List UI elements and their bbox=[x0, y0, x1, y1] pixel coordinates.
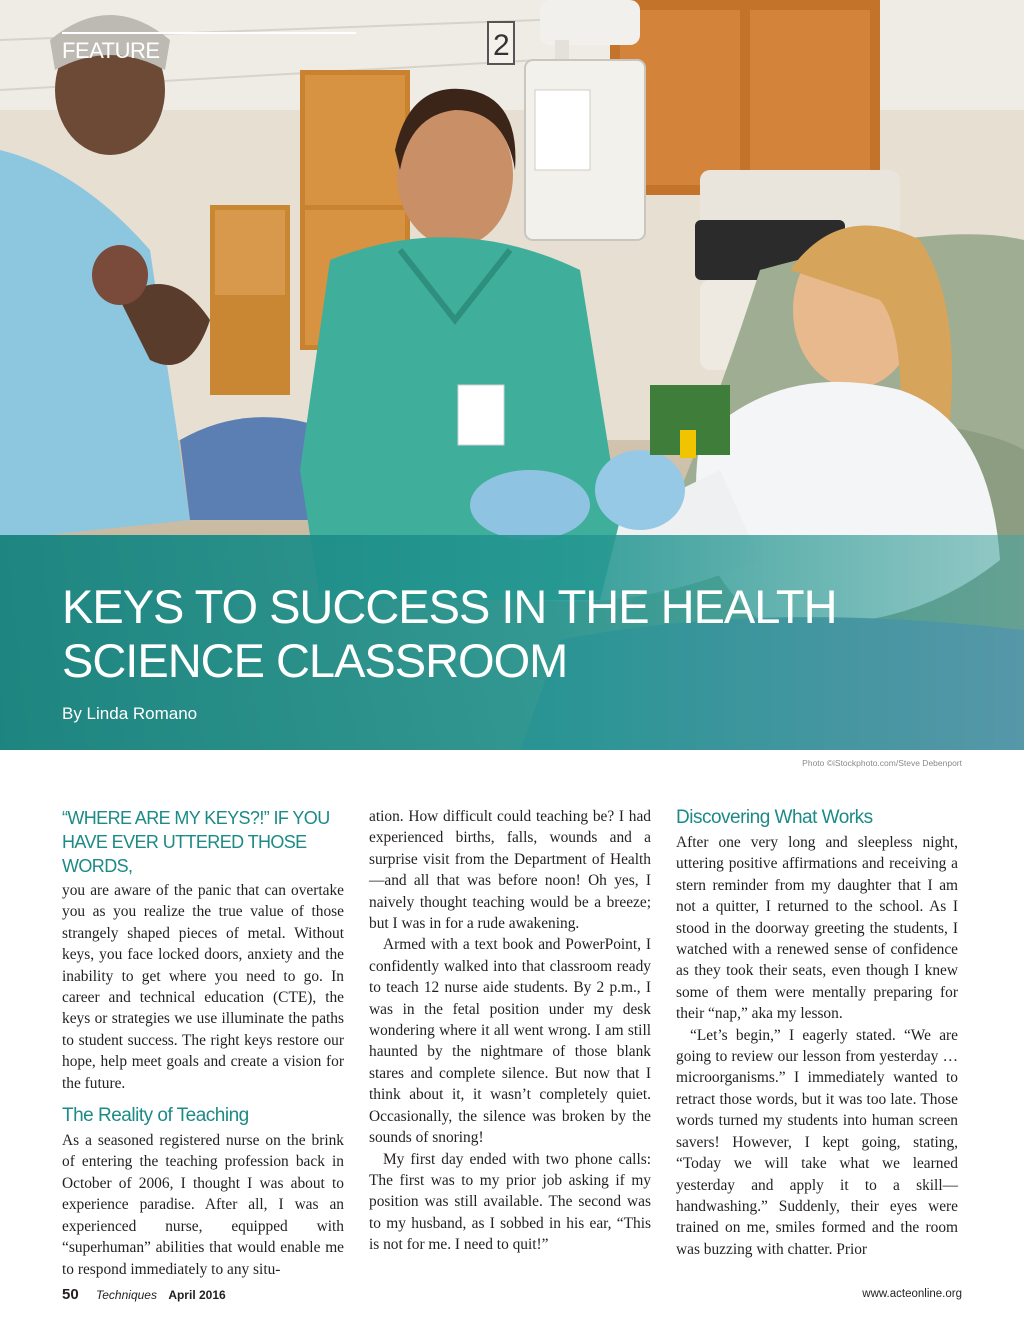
issue-date: April 2016 bbox=[168, 1288, 226, 1302]
website-link[interactable]: www.acteonline.org bbox=[862, 1288, 962, 1300]
page-number: 50 bbox=[62, 1286, 79, 1303]
paragraph-discovering-1: After one very long and sleepless night, uttering positive affirmations and receiving a stern reminder from my daughter that I am not a quitter, I returned to the school. As I stood in the doorway greeting the students, I watched with a renewed sense of confidence as they took their seats, even though I knew some of them were mentally preparing for their “nap,” aka my lesson. bbox=[676, 834, 958, 1023]
paragraph-reality-2: Armed with a text book and PowerPoint, I confidently walked into that classroom ready to teach 12 nurse aide students. By 2 p.m., I was in the fetal position under my desk wondering where it all went wrong. I am still haunted by the nightmare of those blank stares and complete silence. But now that I think about it, it wasn’t completely quiet. Occasionally, the silence was broken by the sounds of snoring! bbox=[369, 936, 651, 1147]
byline: By Linda Romano bbox=[62, 704, 198, 723]
room-number: 2 bbox=[493, 29, 510, 62]
article-column-3 bbox=[676, 806, 958, 1260]
paragraph-reality-3: My first day ended with two phone calls: The first was to my prior job asking if my position was still available. The second was to my husband, as I sobbed in his ear, “This is not for me. I need to quit!” bbox=[369, 1150, 651, 1254]
paragraph-reality-1-end: ation. How difficult could teaching be? I had experienced births, falls, wounds and a surprise visit from the Department of Health—and all that was before noon! Oh yes, I naively thought teaching would be a breeze; but I was in for a rude awakening. bbox=[369, 808, 651, 933]
article-column-1 bbox=[62, 806, 344, 1280]
headline-line-1: KEYS TO SUCCESS IN THE HEALTH bbox=[62, 580, 837, 633]
lead-in: “WHERE ARE MY KEYS?!” IF YOU HAVE EVER UTTERED THOSE WORDS, bbox=[62, 808, 330, 876]
section-label: FEATURE bbox=[62, 38, 160, 63]
photo-credit: Photo ©iStockphoto.com/Steve Debenport bbox=[802, 758, 962, 768]
page-footer bbox=[62, 1286, 962, 1306]
article-headline bbox=[62, 580, 962, 688]
magazine-name: Techniques bbox=[96, 1288, 157, 1302]
article-column-2 bbox=[369, 806, 651, 1256]
paragraph-discovering-2: “Let’s begin,” I eagerly stated. “We are going to review our lesson from yesterday … microorganisms.” I immediately wanted to retract those words, but it was too late. Those words turned my students into human screen savers! However, I kept going, stating, “Today we will take what we learned yesterday and apply it to a skill—handwashing.” Suddenly, their eyes were trained on me, smiles formed and the room was buzzing with chatter. Prior bbox=[676, 1026, 958, 1258]
headline-line-2: SCIENCE CLASSROOM bbox=[62, 634, 568, 687]
intro-paragraph: you are aware of the panic that can overtake you as you realize the true value of those strangely shaped pieces of metal. Without keys, you face locked doors, anxiety and the inability to get where you need to go. In career and technical education (CTE), the keys or strategies we use illuminate the paths to student success. The right keys restore our hope, help meet goals and create a vision for the future. bbox=[62, 882, 344, 1092]
paragraph-reality-1-start: As a seasoned registered nurse on the brink of entering the teaching profession back in October of 2006, I thought I was about to experience paradise. After all, I was an experienced nurse, equipped with “superhuman” abilities that would enable me to respond immediately to any situ- bbox=[62, 1132, 344, 1278]
subhead-reality-of-teaching: The Reality of Teaching bbox=[62, 1105, 249, 1127]
feature-rule bbox=[62, 32, 356, 34]
subhead-discovering-what-works: Discovering What Works bbox=[676, 807, 873, 828]
